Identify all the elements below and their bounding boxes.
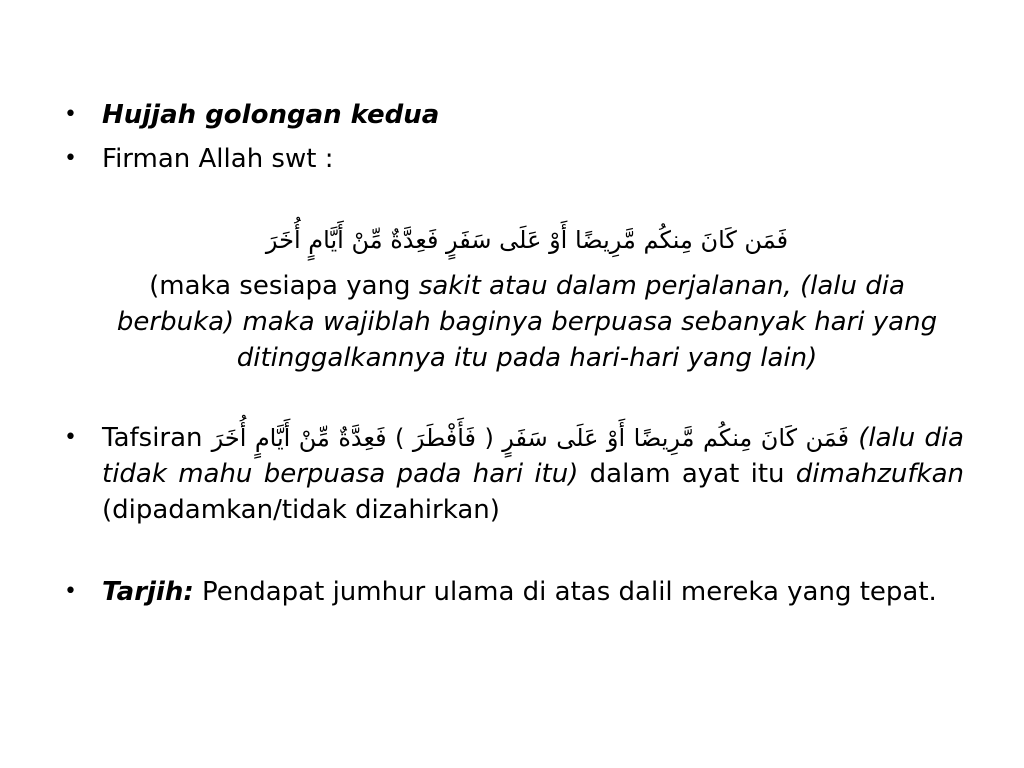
tarjih-label: Tarjih:: [102, 577, 194, 607]
bullet-firman: [64, 141, 964, 177]
bullet-tarjih-text: [102, 574, 964, 610]
quran-verse-arabic: فَمَن كَانَ مِنكُم مَّرِيضًا أَوْ عَلَى سَفَرٍ فَعِدَّةٌ مِّنْ أَيَّامٍ أُخَرَ: [265, 226, 789, 254]
tafsiran-plain-1: dalam ayat itu: [578, 459, 796, 489]
translation-italic: sakit atau dalam perjalanan, (lalu dia berbuka) maka wajiblah baginya berpuasa sebanyak hari yang ditinggalkannya itu pada hari-hari yang lain): [116, 271, 938, 373]
bullet-tafsiran: [64, 420, 964, 530]
tafsiran-label: Tafsiran: [102, 423, 212, 453]
bullet-dot: •: [64, 146, 77, 171]
bullet-hujjah: [64, 97, 964, 133]
tarjih-text: Pendapat jumhur ulama di atas dalil mereka yang tepat.: [193, 577, 937, 607]
tafsiran-arabic: فَمَن كَانَ مِنكُم مَّرِيضًا أَوْ عَلَى سَفَرٍ ( فَأَفْطَرَ ) فَعِدَّةٌ مِّنْ أَيَّامٍ أُخَرَ: [211, 424, 850, 452]
verse-translation: [92, 268, 962, 376]
translation-plain: (maka sesiapa yang: [149, 271, 419, 301]
bullet-dot: •: [64, 102, 77, 127]
bullet-dot: •: [64, 579, 77, 604]
bullet-tarjih: [64, 574, 964, 648]
tafsiran-italic-1: (lalu dia tidak mahu berpuasa pada hari itu): [102, 423, 964, 489]
bullet-tafsiran-text: [102, 420, 964, 528]
tafsiran-plain-2: (dipadamkan/tidak dizahirkan): [102, 495, 500, 525]
tafsiran-italic-2: dimahzufkan: [795, 459, 964, 489]
bullet-hujjah-text: Hujjah golongan kedua: [102, 100, 440, 130]
bullet-firman-text: Firman Allah swt :: [102, 144, 334, 174]
bullet-dot: •: [64, 425, 77, 450]
